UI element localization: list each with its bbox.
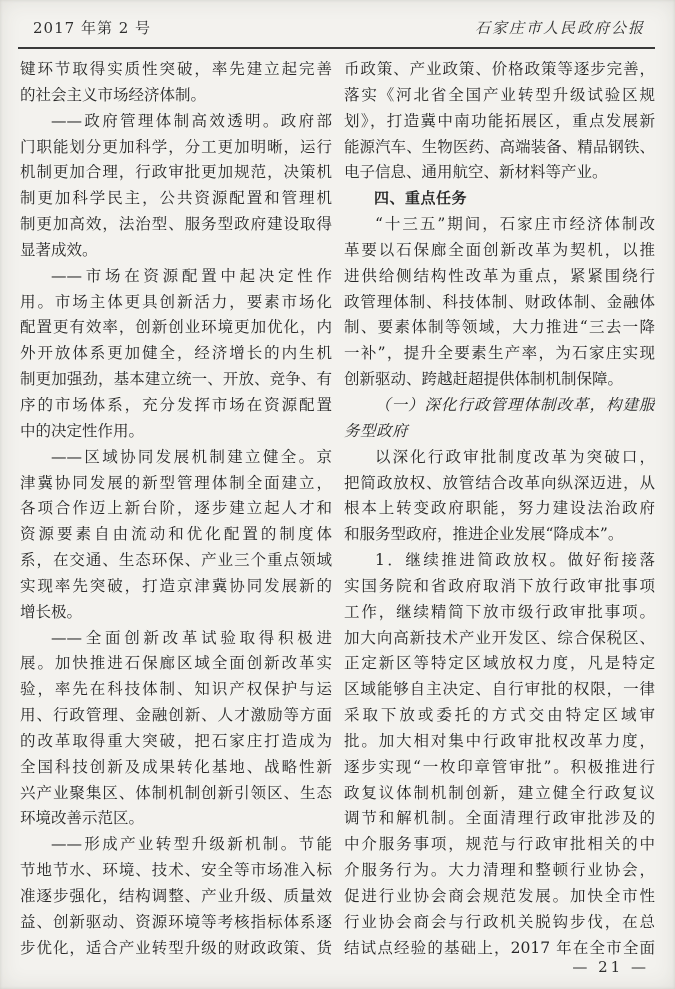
text-line: （一）深化行政管理体制改革，构建服	[375, 395, 655, 414]
text-line: 采取下放或委托的方式交由特定区域审	[344, 706, 655, 725]
text-line: 用。市场主体更具创新活力，要素市场化	[20, 292, 332, 311]
text-line: 政复议体制机制创新，建立健全行政复议	[344, 783, 655, 802]
text-line: 键环节取得实质性突破，率先建立起完善	[20, 60, 332, 78]
text-line: 币政策、产业政策、价格政策等逐步完善，	[344, 60, 655, 78]
text-line: 划》，打造冀中南功能拓展区，重点发展新	[344, 111, 655, 130]
text-line: 的改革取得重大突破，把石家庄打造成为	[20, 731, 332, 750]
text-line: 行业协会商会与行政机关脱钩步伐，在总	[344, 912, 655, 931]
text-line: 增长极。	[20, 602, 83, 621]
text-line: 门职能划分更加科学，分工更加明晰，运行	[20, 137, 332, 156]
text-line: 资源要素自由流动和优化配置的制度体	[20, 525, 332, 544]
text-line: 政管理体制、科技体制、财政体制、金融体	[344, 292, 655, 311]
column-right	[344, 57, 655, 962]
text-line: 以深化行政审批制度改革为突破口，	[375, 447, 655, 466]
text-line: 批。加大相对集中行政审批权改革力度，	[344, 731, 655, 750]
text-line: 序的市场体系，充分发挥市场在资源配置	[20, 395, 332, 414]
text-line: 一补”，提升全要素生产率，为石家庄实现	[344, 344, 655, 363]
text-line: 全国科技创新及成果转化基地、战略性新	[20, 757, 332, 776]
text-line: 进供给侧结构性改革为重点，紧紧围绕行	[344, 266, 655, 285]
header-rule	[18, 47, 655, 49]
text-line: 结试点经验的基础上，2017 年在全市全面	[344, 938, 655, 957]
column-left	[20, 57, 332, 962]
text-line: 务型政府	[344, 421, 409, 440]
text-line: ——区域协同发展机制建立健全。京	[51, 447, 332, 466]
text-line: 外开放体系更加健全，经济增长的内生机	[20, 344, 332, 363]
text-line: 显著成效。	[20, 240, 98, 259]
section-heading: 四、重点任务	[374, 189, 468, 208]
text-line: 系，在交通、生态环保、产业三个重点领域	[20, 551, 332, 570]
text-line: 调节和解机制。全面清理行政审批涉及的	[344, 809, 655, 828]
text-line: 步优化，适合产业转型升级的财政政策、货	[20, 938, 332, 957]
text-line: 制更加高效，法治型、服务型政府建设取得	[20, 215, 332, 234]
page-number: — 21 —	[572, 958, 649, 976]
text-line: 节地节水、环境、技术、安全等市场准入标	[20, 861, 332, 880]
text-line: 促进行业协会商会规范发展。加快全市性	[344, 887, 655, 905]
text-line: 创新驱动、跨越赶超提供体制机制保障。	[344, 370, 624, 389]
text-line: 验，率先在科技体制、知识产权保护与运	[20, 680, 332, 699]
text-line: 革要以石保廊全面创新改革为契机，以推	[344, 240, 655, 259]
text-line: 1．继续推进简政放权。做好衔接落	[375, 551, 655, 570]
text-line: 加大向高新技术产业开发区、综合保税区、	[344, 628, 655, 647]
text-line: 区域能够自主决定、自行审批的权限，一律	[344, 680, 655, 699]
text-line: ——全面创新改革试验取得积极进	[51, 628, 332, 647]
text-line: 正定新区等特定区域放权力度，凡是特定	[344, 654, 655, 673]
text-line: 制更加强劲，基本建立统一、开放、竞争、有	[20, 370, 332, 389]
text-line: 环境改善示范区。	[20, 809, 145, 828]
text-line: 兴产业聚集区、体制机制创新引领区、生态	[20, 783, 332, 802]
text-line: 落实《河北省全国产业转型升级试验区规	[344, 85, 655, 104]
text-line: 实国务院和省政府取消下放行政审批事项	[344, 576, 655, 595]
text-line: ——市场在资源配置中起决定性作	[51, 266, 332, 285]
text-line: ——形成产业转型升级新机制。节能	[51, 835, 332, 854]
issue-number: 2017 年第 2 号	[33, 19, 152, 37]
text-line: 电子信息、通用航空、新材料等产业。	[344, 163, 608, 182]
text-line: 各项合作迈上新台阶，逐步建立起人才和	[20, 499, 332, 518]
text-line: 津冀协同发展的新型管理体制全面建立，	[20, 473, 332, 492]
text-line: 的社会主义市场经济体制。	[20, 85, 207, 104]
text-line: 工作，继续精简下放市级行政审批事项。	[344, 602, 655, 621]
text-line: 益、创新驱动、资源环境等考核指标体系逐	[20, 912, 332, 931]
text-line: 中介服务事项，规范与行政审批相关的中	[344, 835, 655, 854]
text-line: 制、要素体制等领域，大力推进“三去一降	[344, 318, 655, 337]
text-line: 和服务型政府，推进企业发展“降成本”。	[344, 525, 624, 544]
gazette-title: 石家庄市人民政府公报	[474, 19, 645, 37]
text-line: 机制更加合理，行政审批更加规范，决策机	[20, 163, 332, 182]
text-line: 能源汽车、生物医药、高端装备、精品钢铁、	[344, 137, 655, 156]
text-line: 逐步实现“一枚印章管审批”。积极推进行	[344, 757, 655, 776]
text-line: “十三五”期间，石家庄市经济体制改	[375, 215, 655, 234]
text-line: 介服务行为。大力清理和整顿行业协会，	[344, 861, 655, 880]
text-line: 中的决定性作用。	[20, 421, 145, 440]
text-line: ——政府管理体制高效透明。政府部	[51, 111, 332, 130]
text-line: 展。加快推进石保廊区域全面创新改革实	[20, 654, 332, 673]
text-line: 准逐步强化，结构调整、产业升级、质量效	[20, 887, 332, 905]
text-line: 用、行政管理、金融创新、人才激励等方面	[20, 706, 332, 725]
text-line: 配置更有效率，创新创业环境更加优化，内	[20, 318, 332, 337]
text-line: 实现率先突破，打造京津冀协同发展新的	[20, 576, 332, 595]
page-header	[33, 17, 645, 39]
text-line: 根本上转变政府职能，努力建设法治政府	[344, 499, 655, 518]
text-line: 制更加科学民主，公共资源配置和管理机	[20, 189, 332, 208]
text-line: 把简政放权、放管结合改革向纵深迈进，从	[344, 473, 655, 492]
